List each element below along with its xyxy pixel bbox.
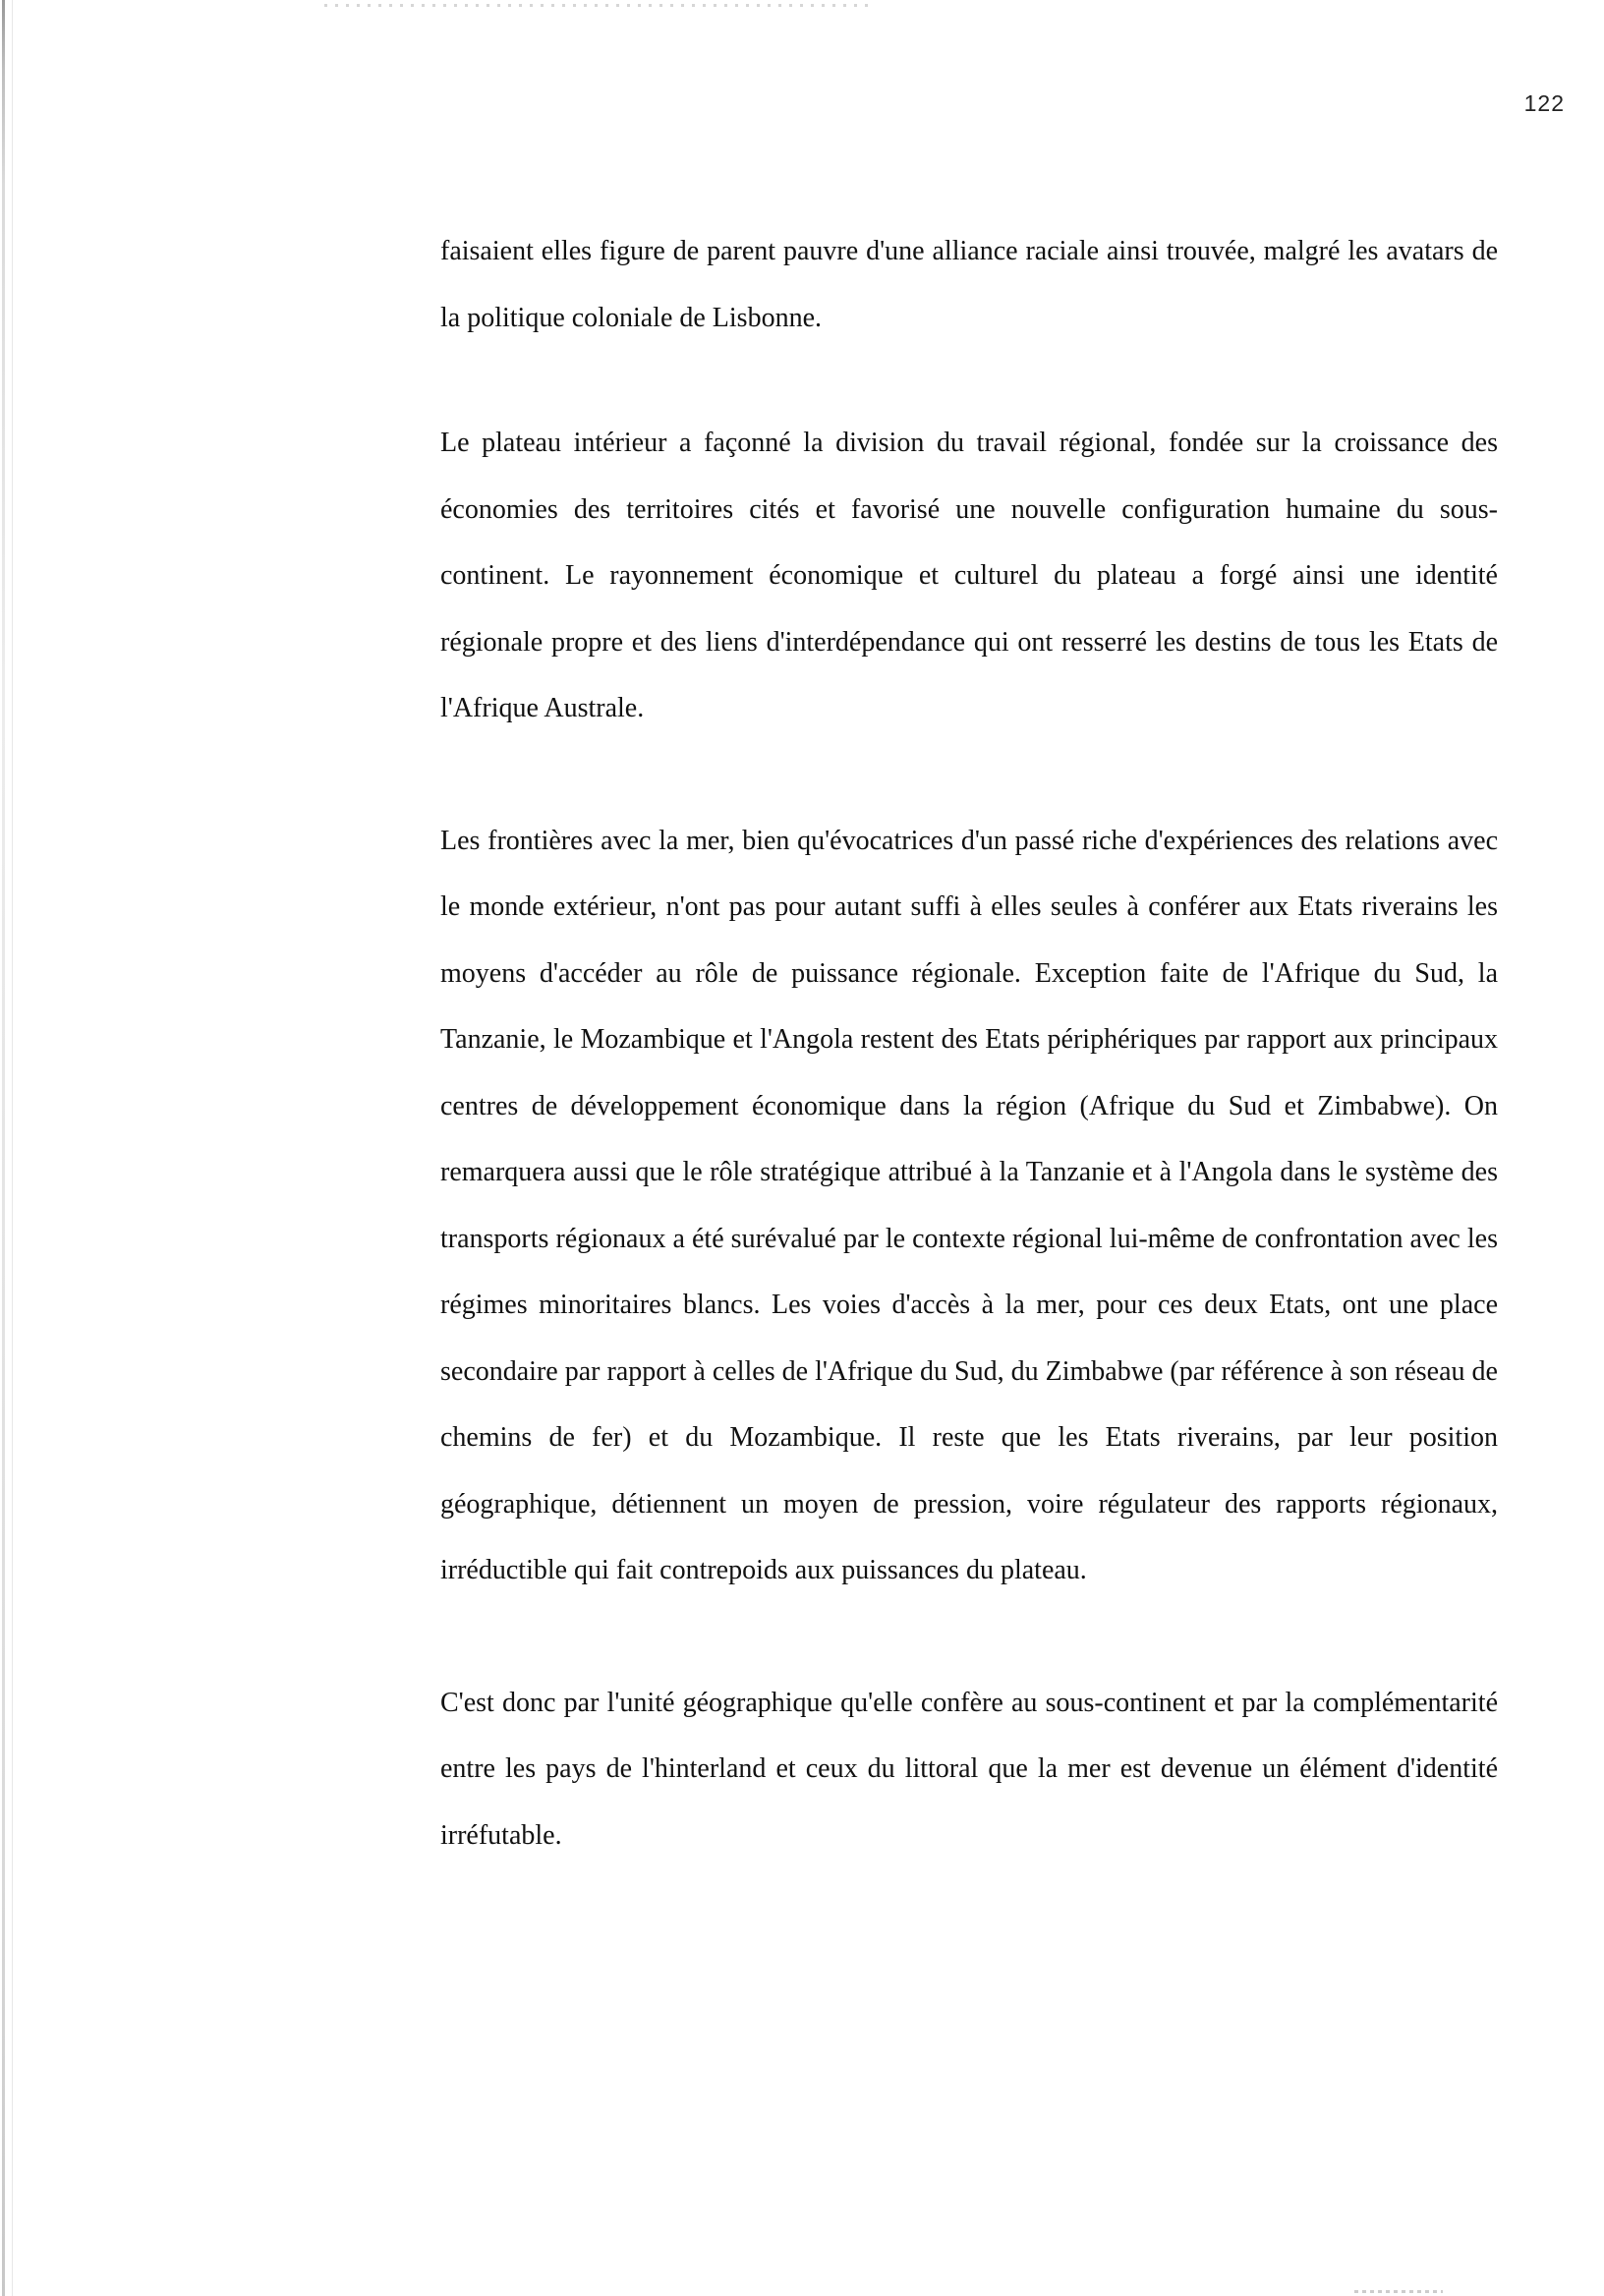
body-text <box>440 218 1498 1933</box>
scan-edge-line <box>12 0 13 2296</box>
paragraph-1: faisaient elles figure de parent pauvre d'une alliance raciale ainsi trouvée, malgré les avatars de la politique coloniale de Lisbonne. <box>440 236 1498 333</box>
page-number: 122 <box>1523 90 1565 116</box>
paragraph-2: Le plateau intérieur a façonné la division du travail régional, fondée sur la croissance des économies des territoires cités et favorisé une nouvelle configuration humaine du sous-continent. Le rayonnement économique et culturel du plateau a forgé ainsi une identité régionale propre et des liens d'interdépendance qui ont resserré les destins de tous les Etats de l'Afrique Australe. <box>440 428 1498 723</box>
paragraph-4: C'est donc par l'unité géographique qu'elle confère au sous-continent et par la complémentarité entre les pays de l'hinterland et ceux du littoral que la mer est devenue un élément d'identité irréfutable. <box>440 1687 1498 1851</box>
scan-noise-bottom <box>1354 2290 1443 2293</box>
paragraph-3: Les frontières avec la mer, bien qu'évocatrices d'un passé riche d'expériences des relations avec le monde extérieur, n'ont pas pour autant suffi à elles seules à conférer aux Etats riverains les moyens d'accéder au rôle de puissance régionale. Exception faite de l'Afrique du Sud, la Tanzanie, le Mozambique et l'Angola restent des Etats périphériques par rapport aux principaux centres de développement économique dans la région (Afrique du Sud et Zimbabwe). On remarquera aussi que le rôle stratégique attribué à la Tanzanie et à l'Angola dans le système des transports régionaux a été surévalué par le contexte régional lui-même de confrontation avec les régimes minoritaires blancs. Les voies d'accès à la mer, pour ces deux Etats, ont une place secondaire par rapport à celles de l'Afrique du Sud, du Zimbabwe (par référence à son réseau de chemins de fer) et du Mozambique. Il reste que les Etats riverains, par leur position géographique, détiennent un moyen de pression, voire régulateur des rapports régionaux, irréductible qui fait contrepoids aux puissances du plateau. <box>440 825 1498 1585</box>
scan-noise-top <box>324 4 875 7</box>
scan-edge-left <box>2 0 5 2296</box>
